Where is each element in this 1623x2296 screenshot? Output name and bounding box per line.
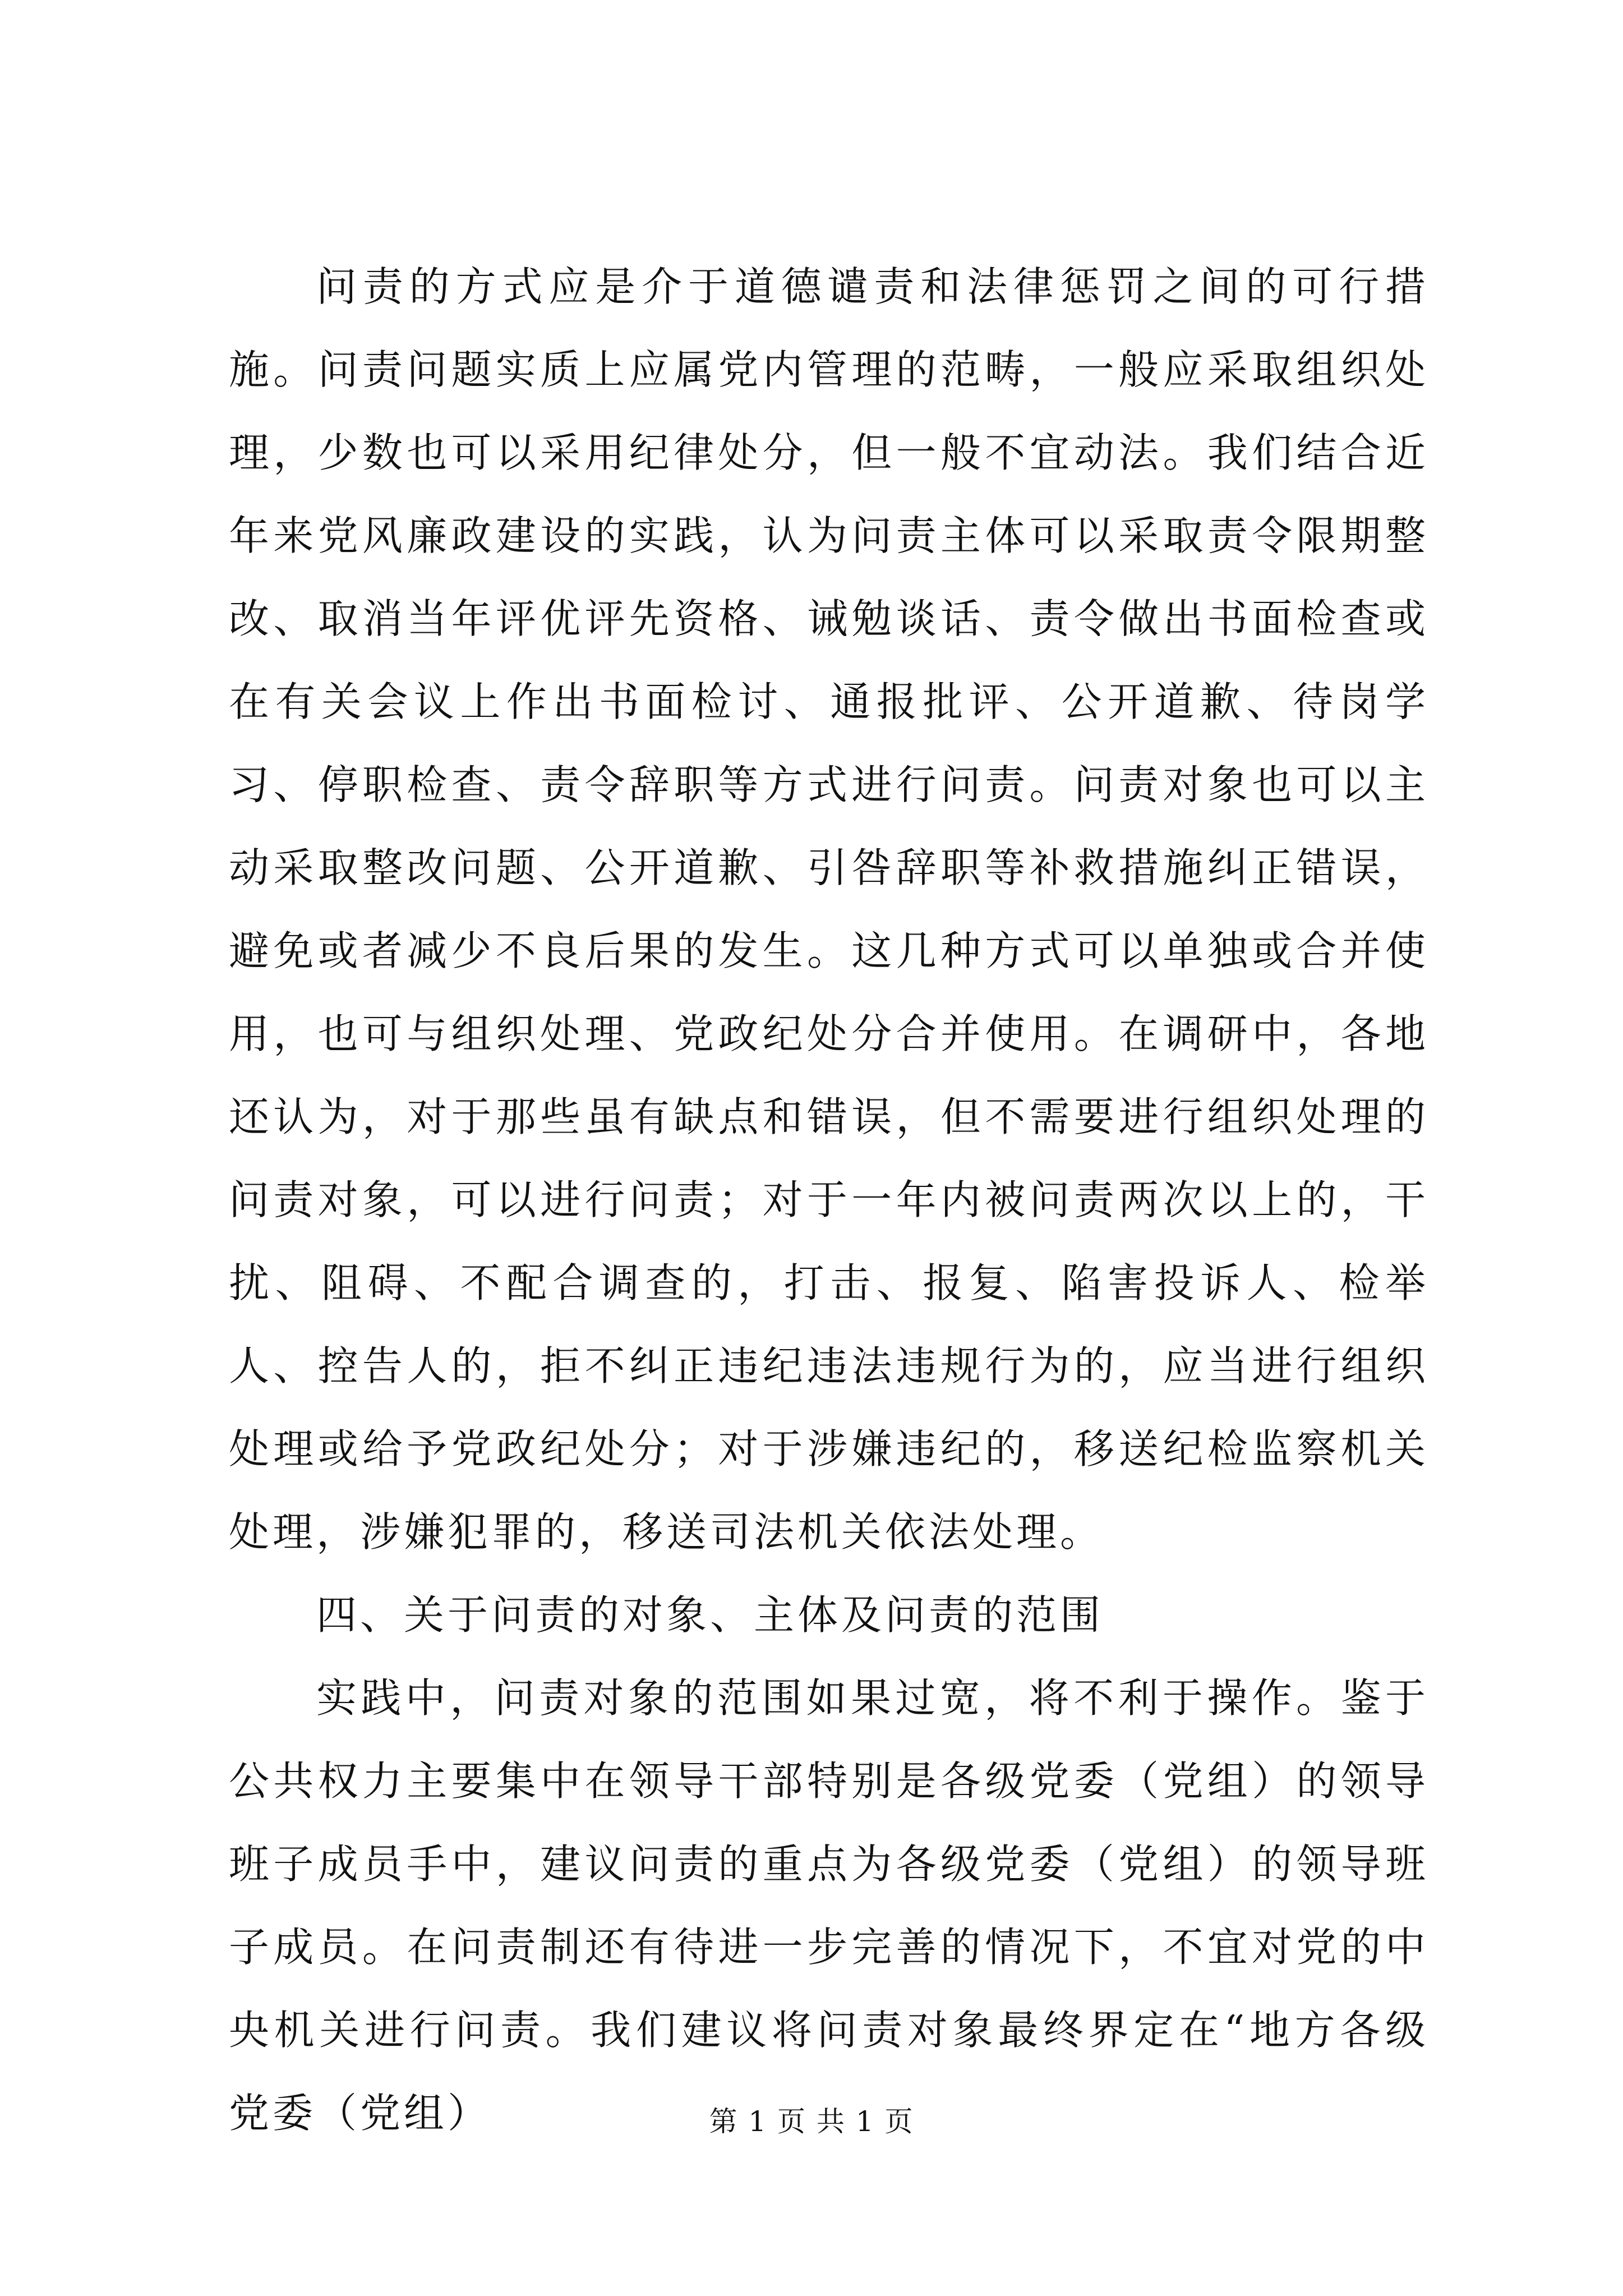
document-body [229,245,1429,2155]
paragraph-accountability-objects: 实践中，问责对象的范围如果过宽，将不利于操作。鉴于公共权力主要集中在领导干部特别是各级党委（党组）的领导班子成员手中，建议问责的重点为各级党委（党组）的领导班子成员。在问责制还有待进一步完善的情况下，不宜对党的中央机关进行问责。我们建议将问责对象最终界定在“地方各级党委（党组） [229,1674,1429,2137]
page-footer: 第 1 页 共 1 页 [709,2105,914,2138]
section-heading-4: 四、关于问责的对象、主体及问责的范围 [316,1591,1104,1639]
paragraph-accountability-methods: 问责的方式应是介于道德谴责和法律惩罚之间的可行措施。问责问题实质上应属党内管理的范畴，一般应采取组织处理，少数也可以采用纪律处分，但一般不宜动法。我们结合近年来党风廉政建设的实践，认为问责主体可以采取责令限期整改、取消当年评优评先资格、诫勉谈话、责令做出书面检查或在有关会议上作出书面检讨、通报批评、公开道歉、待岗学习、停职检查、责令辞职等方式进行问责。问责对象也可以主动采取整改问题、公开道歉、引咎辞职等补救措施纠正错误，避免或者减少不良后果的发生。这几种方式可以单独或合并使用，也可与组织处理、党政纪处分合并使用。在调研中，各地还认为，对于那些虽有缺点和错误，但不需要进行组织处理的问责对象，可以进行问责；对于一年内被问责两次以上的，干扰、阻碍、不配合调查的，打击、报复、陷害投诉人、检举人、控告人的，拒不纠正违纪违法违规行为的，应当进行组织处理或给予党政纪处分；对于涉嫌违纪的，移送纪检监察机关处理，涉嫌犯罪的，移送司法机关依法处理。 [229,263,1429,1556]
